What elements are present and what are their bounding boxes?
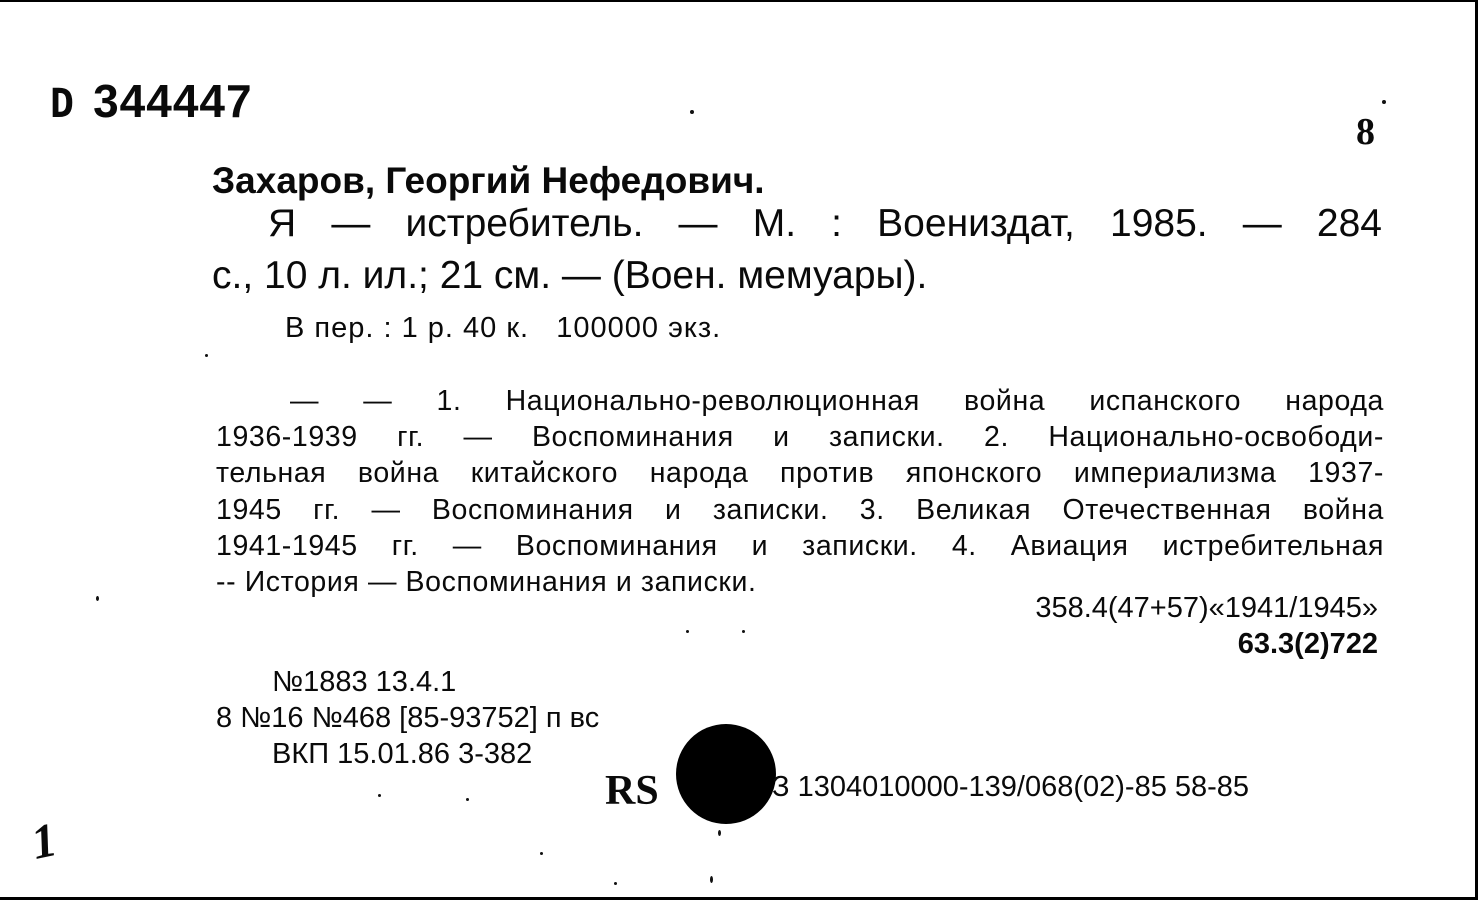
- dust-speck: [466, 798, 469, 801]
- register-note: 8 №16 №468 [85-93752] п вс: [216, 702, 600, 734]
- handwritten-mark: 1: [26, 813, 62, 870]
- dust-speck: [742, 630, 745, 633]
- subject-line: 1941-1945 гг. — Воспоминания и записки. 4. Авиация истребительная: [216, 529, 1384, 562]
- title-statement: Я — истребитель. — М. : Воениздат, 1985. — 284: [268, 202, 1382, 245]
- call-number-prefix: D: [50, 81, 76, 127]
- dust-speck: [205, 354, 208, 357]
- subject-line: 1936-1939 гг. — Воспоминания и записки. 2. Национально-освободи-: [216, 421, 1384, 454]
- call-number: [50, 74, 253, 128]
- physical-description: с., 10 л. ил.; 21 см. — (Воен. мемуары).: [212, 254, 928, 297]
- rs-mark: RS: [605, 768, 659, 814]
- price-circulation: В пер. : 1 р. 40 к. 100000 экз.: [285, 312, 722, 344]
- subject-headings: [216, 383, 1384, 600]
- punch-hole: [676, 724, 776, 824]
- dust-speck: [96, 596, 99, 601]
- dust-speck: [540, 852, 543, 855]
- subject-line: -- История — Воспоминания и записки.: [216, 566, 757, 599]
- dust-speck: [686, 630, 689, 633]
- author-heading: Захаров, Георгий Нефедович.: [212, 160, 765, 201]
- udc-index: 358.4(47+57)«1941/1945»: [1035, 592, 1378, 624]
- dust-speck: [378, 794, 381, 797]
- subject-line: — — 1. Национально-революционная война испанского народа: [290, 385, 1384, 417]
- dust-speck: [614, 882, 617, 885]
- corner-number: 8: [1356, 111, 1375, 153]
- subject-line: тельная война китайского народа против японского империализма 1937-: [216, 457, 1384, 490]
- bbk-index: 63.3(2)722: [1237, 628, 1378, 660]
- dust-speck: [718, 830, 721, 836]
- dust-speck: [690, 110, 694, 114]
- dust-speck: [710, 876, 713, 883]
- isbn-line: З 1304010000-139/068(02)-85 58-85: [772, 771, 1250, 803]
- dust-speck: [1382, 100, 1386, 104]
- call-number-value: 344447: [93, 75, 253, 127]
- subject-line: 1945 гг. — Воспоминания и записки. 3. Великая Отечественная война: [216, 493, 1384, 526]
- vkp-note: ВКП 15.01.86 3-382: [272, 738, 533, 770]
- accession-note: №1883 13.4.1: [272, 666, 457, 698]
